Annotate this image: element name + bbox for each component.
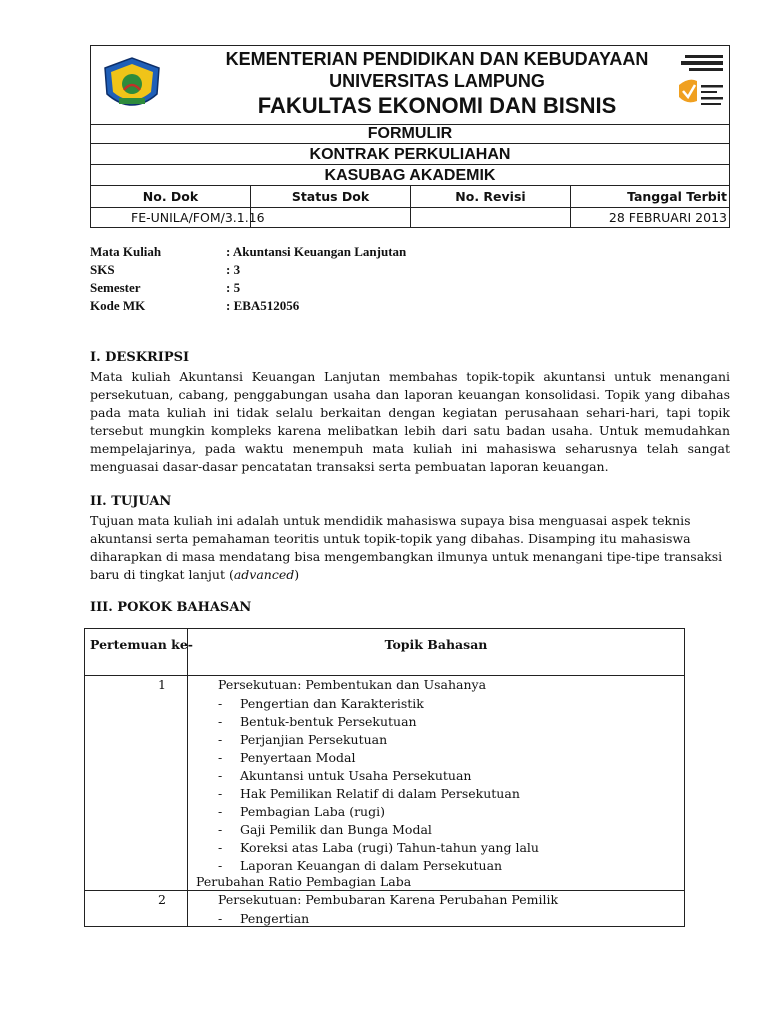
faculty-name: FAKULTAS EKONOMI DAN BISNIS (257, 93, 617, 118)
info-label-mata-kuliah: Mata Kuliah (90, 244, 162, 259)
section-title-pokok-bahasan: III. POKOK BAHASAN (90, 600, 252, 615)
tujuan-text-italic: advanced (233, 567, 295, 582)
sgs-certification-logo-icon (675, 51, 727, 119)
table-header-pertemuan: Pertemuan ke- (90, 637, 193, 652)
doc-value-no-dok: FE-UNILA/FOM/3.1.16 (131, 210, 265, 225)
info-label-kode-mk: Kode MK (90, 298, 146, 313)
info-value-semester: : 5 (226, 280, 241, 295)
section-title-deskripsi: I. DESKRIPSI (90, 350, 190, 365)
header-title-block (91, 46, 729, 125)
university-logo-icon (97, 54, 167, 114)
tujuan-text (90, 512, 730, 584)
list-item: - Akuntansi untuk Usaha Persekutuan (218, 767, 539, 785)
university-name: UNIVERSITAS LAMPUNG (329, 71, 545, 91)
table-row-1-extra: Perubahan Ratio Pembagian Laba (196, 874, 412, 889)
doc-header-tanggal: Tanggal Terbit (627, 189, 727, 204)
tujuan-text-end: ) (294, 567, 300, 582)
contract-label: KONTRAK PERKULIAHAN (91, 144, 729, 165)
doc-value-tanggal: 28 FEBRUARI 2013 (608, 210, 727, 225)
unit-label: KASUBAG AKADEMIK (91, 165, 729, 186)
doc-header-revisi: No. Revisi (455, 189, 526, 204)
list-item: - Laporan Keuangan di dalam Persekutuan (218, 857, 539, 875)
deskripsi-text: Mata kuliah Akuntansi Keuangan Lanjutan membahas topik-topik akuntansi untuk menangani persekutuan, cabang, penggabungan usaha dan laporan keuangan konsolidasi. Topik yang dibahas pada mata kuliah ini tidak selalu berkaitan dengan kegiatan perusahaan sehari-hari, tapi topik tersebut mungkin kompleks karena melibatkan lebih dari satu badan usaha. Untuk memudahkan mempelajarinya, pada waktu menempuh mata kuliah ini mahasiswa seharusnya telah sangat menguasai dasar-dasar pencatatan transaksi serta pembuatan laporan keuangan. (90, 369, 730, 474)
doc-header-status: Status Dok (291, 189, 370, 204)
ministry-name: KEMENTERIAN PENDIDIKAN DAN KEBUDAYAAN (225, 49, 649, 69)
section-title-tujuan: II. TUJUAN (90, 494, 172, 509)
list-item: - Pengertian (218, 910, 309, 928)
list-item: - Pengertian dan Karakteristik (218, 695, 539, 713)
list-item: - Bentuk-bentuk Persekutuan (218, 713, 539, 731)
table-row-2-topic: Persekutuan: Pembubaran Karena Perubahan Pemilik (218, 892, 559, 907)
list-item: - Pembagian Laba (rugi) (218, 803, 539, 821)
table-header-topik: Topik Bahasan (384, 637, 488, 652)
form-label: FORMULIR (91, 124, 729, 144)
info-value-kode-mk: : EBA512056 (226, 298, 300, 313)
list-item: - Penyertaan Modal (218, 749, 539, 767)
list-item: - Perjanjian Persekutuan (218, 731, 539, 749)
table-row-2-number: 2 (158, 892, 166, 907)
table-row-2-subtopics (218, 910, 309, 928)
info-label-sks: SKS (90, 262, 115, 277)
table-row-1-subtopics (218, 695, 539, 875)
tujuan-text-main: Tujuan mata kuliah ini adalah untuk mendidik mahasiswa supaya bisa menguasai aspek teknis akuntansi serta pemahaman teoritis untuk topik-topik yang dibahas. Disamping itu mahasiswa diharapkan di masa mendatang bisa mengembangkan ilmunya untuk menangani tipe-tipe transaksi baru di tingkat lanjut ( (90, 513, 723, 582)
info-value-mata-kuliah: : Akuntansi Keuangan Lanjutan (226, 244, 407, 259)
table-row-1-topic: Persekutuan: Pembentukan dan Usahanya (218, 677, 487, 692)
info-value-sks: : 3 (226, 262, 241, 277)
doc-header-no-dok: No. Dok (142, 189, 199, 204)
list-item: - Koreksi atas Laba (rugi) Tahun-tahun yang lalu (218, 839, 539, 857)
info-label-semester: Semester (90, 280, 141, 295)
document-header (90, 45, 730, 228)
list-item: - Hak Pemilikan Relatif di dalam Persekutuan (218, 785, 539, 803)
list-item: - Gaji Pemilik dan Bunga Modal (218, 821, 539, 839)
table-row-1-number: 1 (158, 677, 166, 692)
